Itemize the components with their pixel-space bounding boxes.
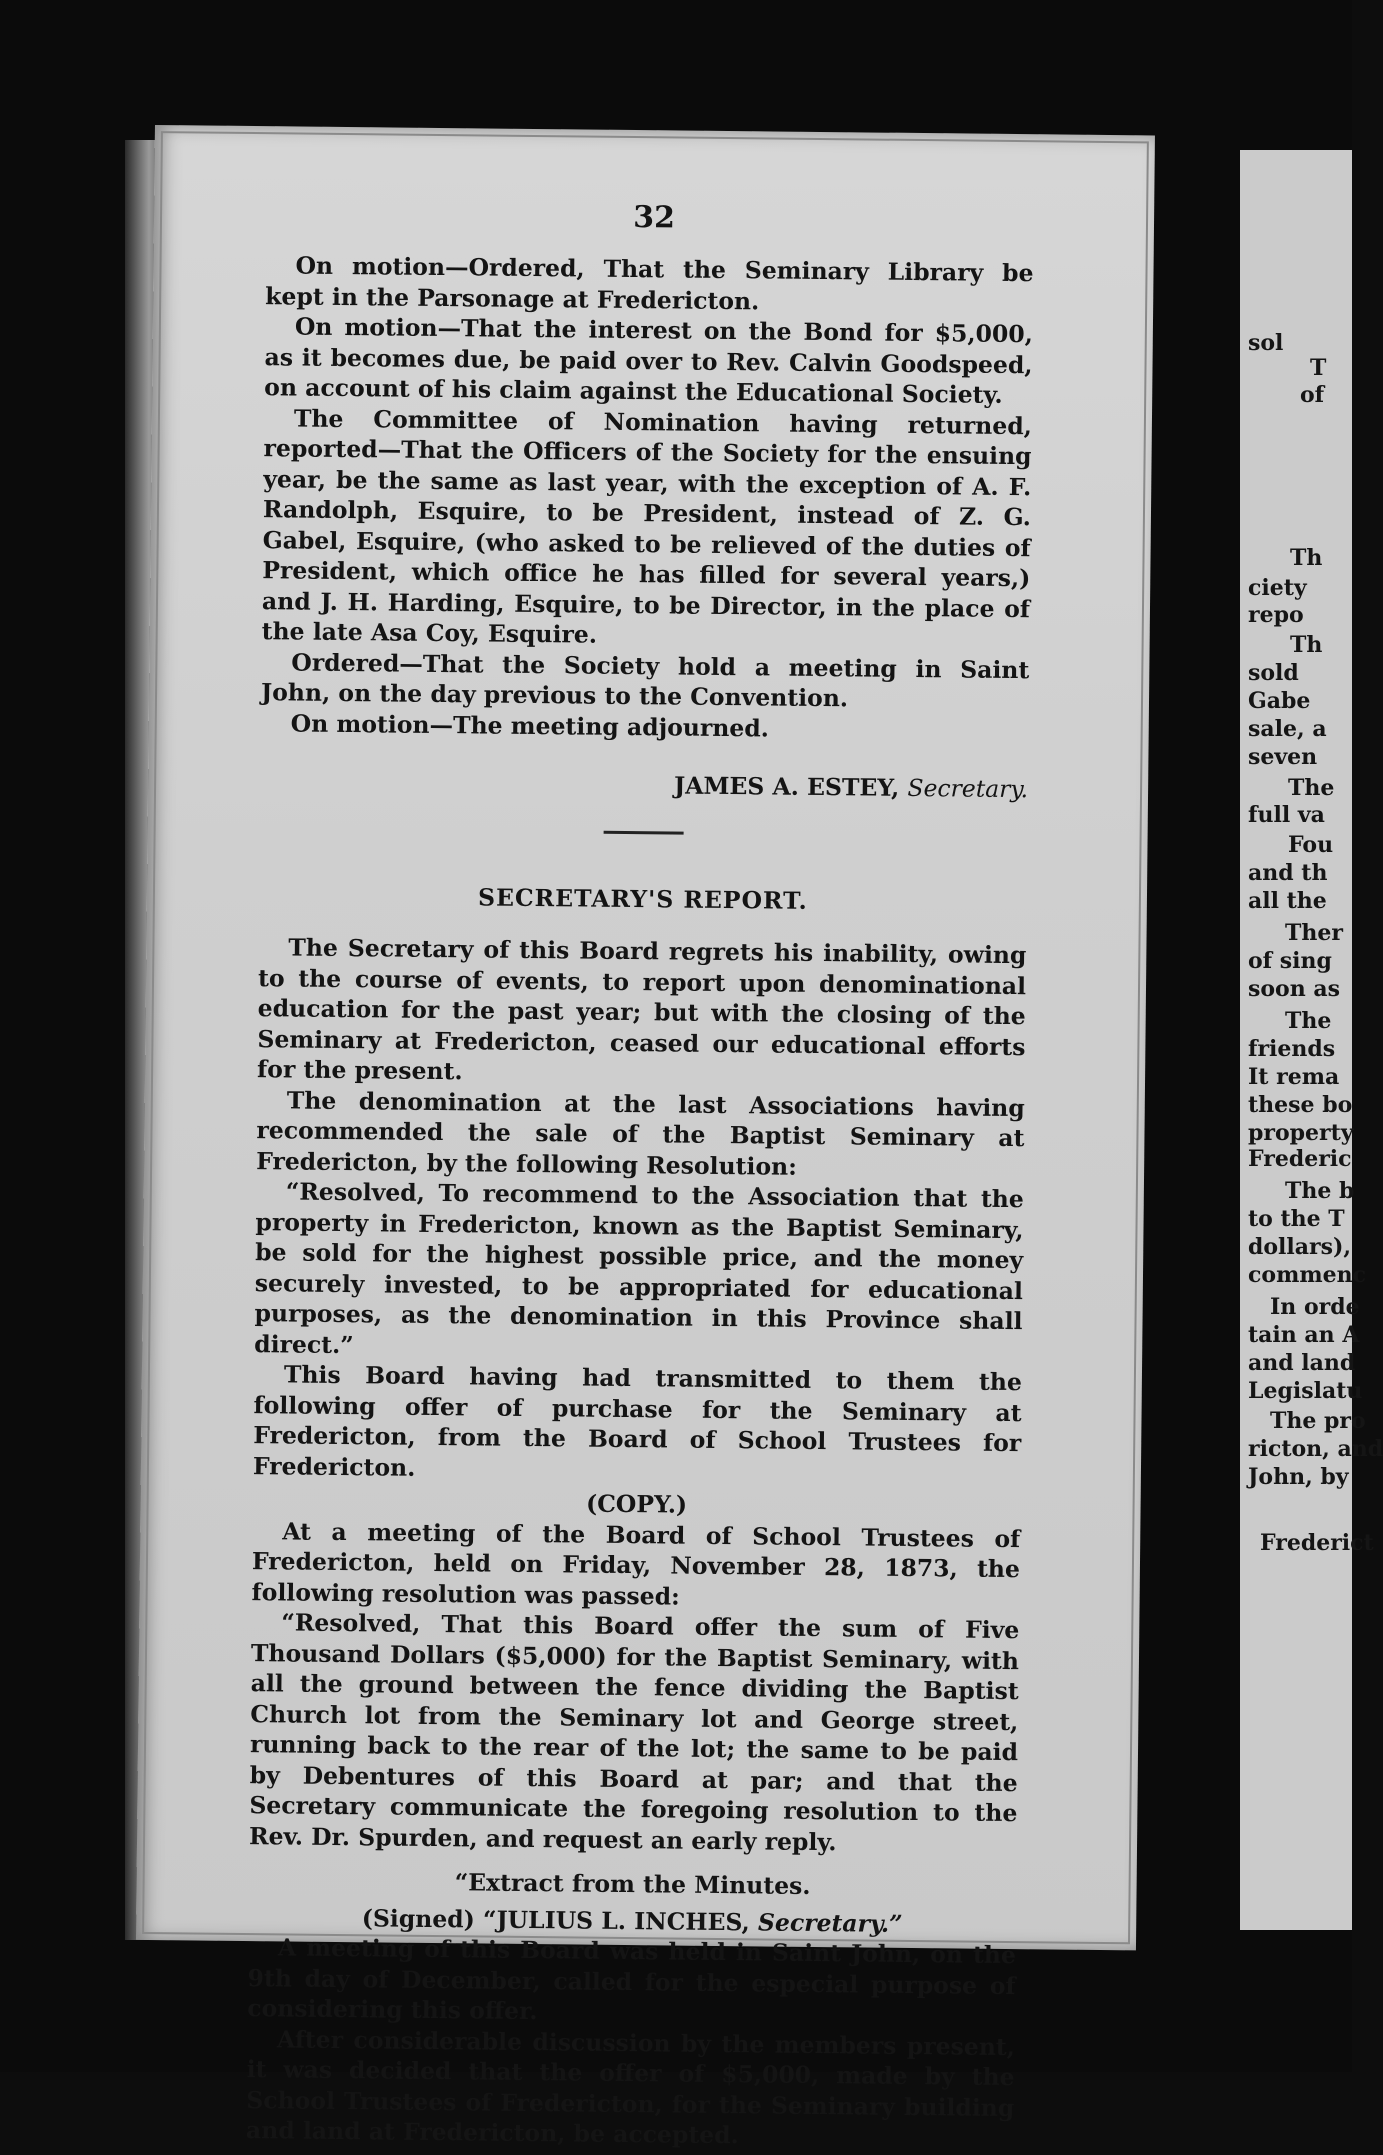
paragraph: The Secretary of this Board regrets his inability, owing to the course of events, to report upon denominational education for the past year; but with the closing of the Seminary at Fredericton, ceased our educational efforts for the present. — [256, 933, 1027, 1086]
paragraph: On motion—That the interest on the Bond for $5,000, as it becomes due, be paid over to Rev. Calvin Goodspeed, on account of his claim against the Educational Society. — [264, 312, 1034, 409]
right-text-fragment: In orde — [1270, 1294, 1360, 1320]
right-text-fragment: Th — [1290, 632, 1323, 658]
signed-label: (Signed) — [361, 1903, 475, 1933]
page-text — [246, 250, 1034, 2153]
right-text-fragment: all the — [1248, 888, 1327, 914]
secretary-signature — [260, 766, 1028, 805]
paragraph: On motion—Ordered, That the Seminary Library be kept in the Parsonage at Fredericton. — [265, 251, 1034, 315]
paragraph: The Committee of Nomination having returned, reported—That the Officers of the Society for the ensuing year, be the same as last year, with the exception of A. F. Randolph, Esquire, to be President, instead of Z. G. Gabel, Esquire, (who asked to be relieved of the duties of President, which office he has filled for several years,) and J. H. Harding, Esquire, to be Director, in the place of the late Asa Coy, Esquire. — [261, 403, 1033, 649]
extract-line: “Extract from the Minutes. — [454, 1868, 811, 1900]
right-text-fragment: Th — [1290, 545, 1323, 571]
paragraph: This Board having had transmitted to them the following offer of purchase for the Seminary at Fredericton, from the Board of School Trustees for Fredericton. — [252, 1360, 1023, 1482]
right-text-fragment: sale, a — [1248, 716, 1327, 742]
copy-label: (COPY.) — [585, 1489, 688, 1519]
right-text-fragment: The pro — [1270, 1408, 1366, 1434]
right-text-fragment: tain an A — [1248, 1322, 1360, 1348]
paragraph: Ordered—That the Society hold a meeting in Saint John, on the day previous to the Convention. — [260, 647, 1030, 713]
right-text-fragment: The — [1285, 1008, 1332, 1034]
signature-name: JAMES A. ESTEY, — [673, 771, 900, 802]
right-text-fragment: ciety — [1248, 575, 1307, 601]
signed-name: “JULIUS L. INCHES, — [482, 1905, 750, 1936]
right-text-fragment: of — [1300, 382, 1325, 408]
paragraph: The denomination at the last Associations having recommended the sale of the Baptist Seminary at Fredericton, by the following Resolution: — [256, 1085, 1025, 1181]
right-text-fragment: sol — [1248, 330, 1284, 356]
right-text-fragment: dollars), — [1248, 1234, 1352, 1260]
book-page-right-edge — [1240, 150, 1383, 1930]
right-text-fragment: Frederic — [1248, 1146, 1352, 1172]
right-text-fragment: The — [1288, 775, 1335, 801]
section-title: SECRETARY'S REPORT. — [477, 882, 808, 915]
right-text-fragment: sold — [1248, 660, 1299, 686]
right-text-fragment: John, by — [1248, 1464, 1349, 1490]
right-text-fragment: T — [1310, 355, 1327, 381]
right-text-fragment: commenc — [1248, 1262, 1367, 1288]
right-text-fragment: Gabe — [1248, 688, 1311, 714]
paragraph: A meeting of this Board was held in Saint John, on the 9th day of December, called for the especial purpose of considering this offer. — [247, 1933, 1017, 2026]
right-text-fragment: to the T — [1248, 1206, 1345, 1232]
right-text-fragment: The b — [1285, 1178, 1355, 1204]
paragraph: “Resolved, To recommend to the Association that the property in Fredericton, known as the Baptist Seminary, be sold for the highest possible price, and the money securely invested, to be appropriated for educational purposes, as the denomination in this Province shall direct.” — [254, 1177, 1024, 1359]
right-text-fragment: Fou — [1288, 832, 1334, 858]
right-text-fragment: friends — [1248, 1036, 1336, 1062]
right-text-fragment: It rema — [1248, 1064, 1340, 1090]
page-number: 32 — [632, 200, 676, 236]
right-text-fragment: property — [1248, 1120, 1354, 1146]
right-text-fragment: Ther — [1285, 920, 1343, 946]
right-text-fragment: these bo — [1248, 1092, 1353, 1118]
paragraph: “Resolved, That this Board offer the sum of Five Thousand Dollars ($5,000) for the Baptist Seminary, with all the ground between the fence dividing the Baptist Church lot from the Seminary lot and George street, running back to the rear of the lot; the same to be paid by Debentures of this Board at par; and that the Secretary communicate the foregoing resolution to the Rev. Dr. Spurden, and request an early reply. — [248, 1608, 1020, 1856]
signature-role: Secretary. — [907, 773, 1029, 804]
paragraph: After considerable discussion by the members present, it was decided that the offer of $5,000, made by the School Trustees of Fredericton, for the Seminary building and land at Fredericton, be accepted. — [245, 2024, 1016, 2150]
right-text-fragment: soon as — [1248, 976, 1341, 1002]
right-text-fragment: seven — [1248, 744, 1318, 770]
right-text-fragment: full va — [1248, 802, 1325, 828]
right-text-fragment: of sing — [1248, 948, 1332, 974]
section-divider — [604, 830, 684, 834]
right-text-fragment: ricton, and — [1248, 1436, 1383, 1462]
book-page-left — [136, 125, 1155, 2150]
right-text-fragment: repo — [1248, 602, 1304, 628]
signed-role: Secretary.” — [757, 1907, 903, 1938]
right-text-fragment: and th — [1248, 860, 1328, 886]
right-text-fragment: Legislatu — [1248, 1378, 1363, 1404]
paragraph: On motion—The meeting adjourned. — [290, 708, 770, 742]
right-text-fragment: and land — [1248, 1350, 1356, 1376]
paragraph: At a meeting of the Board of School Trustees of Fredericton, held on Friday, November 28, 1873, the following resolution was passed: — [251, 1516, 1021, 1611]
right-text-fragment: Frederict — [1260, 1530, 1374, 1556]
